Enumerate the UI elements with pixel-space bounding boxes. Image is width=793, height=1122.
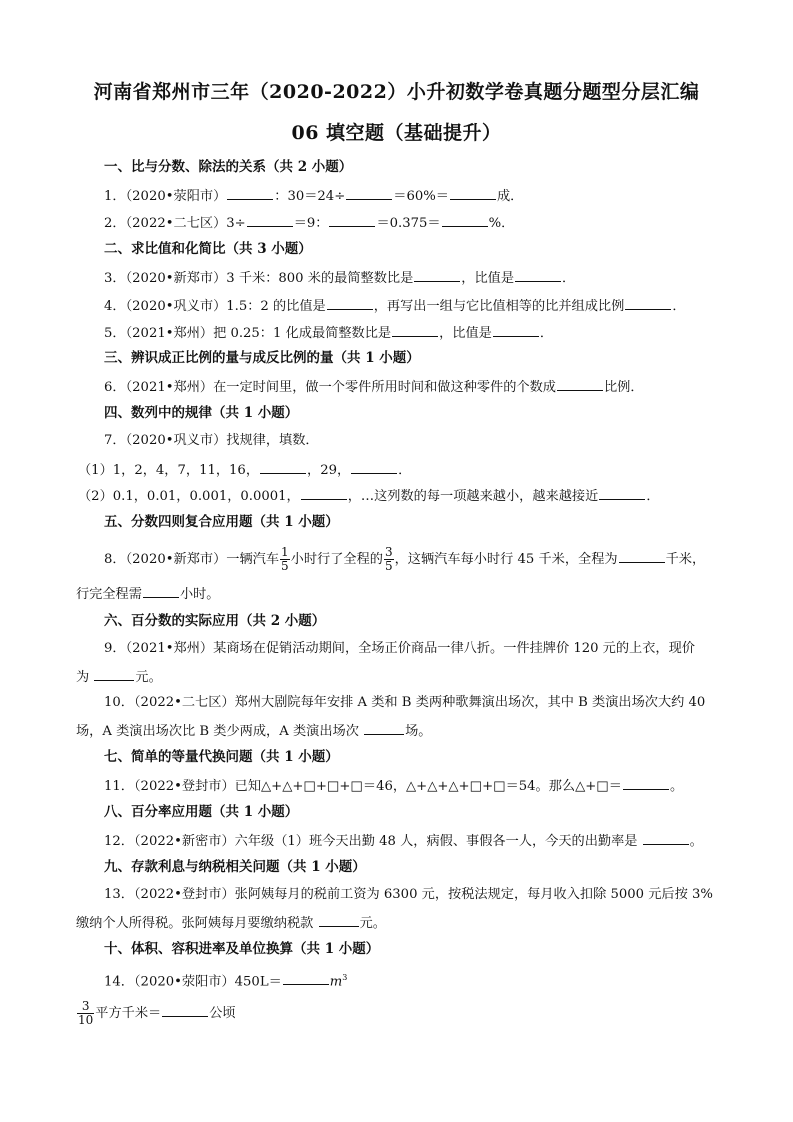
answer-blank[interactable] bbox=[162, 1003, 208, 1017]
section-heading-5: 五、分数四则复合应用题（共 1 小题） bbox=[104, 514, 339, 530]
section-heading-8: 八、百分率应用题（共 1 小题） bbox=[104, 804, 299, 820]
answer-blank[interactable] bbox=[94, 667, 134, 681]
answer-blank[interactable] bbox=[557, 377, 603, 391]
section-heading-1: 一、比与分数、除法的关系（共 2 小题） bbox=[104, 159, 353, 175]
answer-blank[interactable] bbox=[515, 268, 561, 282]
answer-blank[interactable] bbox=[364, 721, 404, 735]
question-9: 9．（2021•郑州）某商场在促销活动期间，全场正价商品一律八折。一件挂牌价 120 元的上衣，现价 bbox=[104, 641, 695, 656]
section-heading-2: 二、求比值和化简比（共 3 小题） bbox=[104, 241, 312, 257]
answer-blank[interactable] bbox=[329, 213, 375, 227]
question-13-continued: 缴纳个人所得税。张阿姨每月要缴纳税款 元。 bbox=[76, 913, 386, 933]
answer-blank[interactable] bbox=[319, 913, 359, 927]
answer-blank[interactable] bbox=[623, 776, 669, 790]
answer-blank[interactable] bbox=[450, 186, 496, 200]
question-10-continued: 场，A 类演出场次比 B 类少两成，A 类演出场次 场。 bbox=[76, 721, 431, 741]
answer-blank[interactable] bbox=[301, 486, 347, 500]
fraction: $\frac{3}{10}$ bbox=[78, 999, 94, 1027]
section-heading-7: 七、简单的等量代换问题（共 1 小题） bbox=[104, 749, 339, 765]
answer-blank[interactable] bbox=[599, 486, 645, 500]
answer-blank[interactable] bbox=[143, 584, 179, 598]
section-heading-9: 九、存款利息与纳税相关问题（共 1 小题） bbox=[104, 859, 366, 875]
question-8-continued: 行完全程需 小时。 bbox=[76, 584, 220, 604]
question-9-continued: 为 元。 bbox=[76, 667, 162, 687]
answer-blank[interactable] bbox=[392, 323, 438, 337]
question-8: 8．（2020•新郑市）一辆汽车 $\frac{1}{5}$ 小时行了全程的 $\frac{3}{5}$ ，这辆汽车每小时行 45 千米，全程为 千米， bbox=[104, 545, 706, 573]
fraction: $\frac{1}{5}$ bbox=[281, 545, 289, 573]
answer-blank[interactable] bbox=[227, 186, 273, 200]
document-title-line1: 河南省郑州市三年（2020-2022）小升初数学卷真题分题型分层汇编 bbox=[93, 81, 700, 103]
question-12: 12．（2022•新密市）六年级（1）班今天出勤 48 人，病假、事假各一人，今天的出勤率是 。 bbox=[104, 831, 703, 851]
question-6: 6．（2021•郑州）在一定时间里，做一个零件所用时间和做这种零件的个数成 比例． bbox=[104, 377, 644, 397]
question-14: 14．（2020•荥阳市）$450L= m^3$ bbox=[104, 973, 348, 990]
section-heading-4: 四、数列中的规律（共 1 小题） bbox=[104, 405, 299, 421]
section-heading-6: 六、百分数的实际应用（共 2 小题） bbox=[104, 613, 326, 629]
question-2: 2．（2022•二七区）3÷ ＝9： ＝0.375＝ %． bbox=[104, 213, 514, 233]
question-1: 1．（2020•荥阳市） ：30＝24÷ ＝60%＝ 成． bbox=[104, 186, 523, 206]
answer-blank[interactable] bbox=[442, 213, 488, 227]
answer-blank[interactable] bbox=[351, 460, 397, 474]
answer-blank[interactable] bbox=[643, 831, 689, 845]
answer-blank[interactable] bbox=[625, 296, 671, 310]
section-heading-10: 十、体积、容积进率及单位换算（共 1 小题） bbox=[104, 941, 380, 957]
question-11: 11．（2022•登封市）已知△+△+□+□+□＝46，△+△+△+□+□＝54。那么△+□＝ 。 bbox=[104, 776, 683, 796]
question-13: 13．（2022•登封市）张阿姨每月的税前工资为 6300 元，按税法规定，每月收入扣除 5000 元后按 3% bbox=[104, 887, 713, 902]
answer-blank[interactable] bbox=[247, 213, 293, 227]
fraction: $\frac{3}{5}$ bbox=[384, 545, 393, 573]
answer-blank[interactable] bbox=[346, 186, 392, 200]
question-3: 3．（2020•新郑市）3 千米：800 米的最简整数比是 ，比值是 ． bbox=[104, 268, 575, 288]
answer-blank[interactable] bbox=[493, 323, 539, 337]
question-7-part-1: （1）1，2，4，7，11，16， ，29， ． bbox=[78, 460, 411, 480]
answer-blank[interactable] bbox=[414, 268, 460, 282]
question-5: 5．（2021•郑州）把 0.25：1 化成最简整数比是 ，比值是 ． bbox=[104, 323, 553, 343]
answer-blank[interactable] bbox=[283, 971, 329, 985]
question-7: 7．（2020•巩义市）找规律，填数． bbox=[104, 433, 319, 448]
question-14-continued: $\frac{3}{10}$ 平方千米＝ 公顷 bbox=[78, 999, 236, 1027]
answer-blank[interactable] bbox=[260, 460, 306, 474]
question-7-part-2: （2）0.1，0.01，0.001，0.0001， ，…这列数的每一项越来越小，越来越接近 ． bbox=[78, 486, 660, 506]
answer-blank[interactable] bbox=[327, 296, 373, 310]
section-heading-3: 三、辨识成正比例的量与成反比例的量（共 1 小题） bbox=[104, 350, 420, 366]
answer-blank[interactable] bbox=[619, 549, 665, 563]
question-4: 4．（2020•巩义市）1.5：2 的比值是 ，再写出一组与它比值相等的比并组成比例 ． bbox=[104, 296, 686, 316]
document-title-line2: 06 填空题（基础提升） bbox=[291, 122, 502, 144]
question-10: 10．（2022•二七区）郑州大剧院每年安排 A 类和 B 类两种歌舞演出场次，其中 B 类演出场次大约 40 bbox=[104, 695, 706, 710]
